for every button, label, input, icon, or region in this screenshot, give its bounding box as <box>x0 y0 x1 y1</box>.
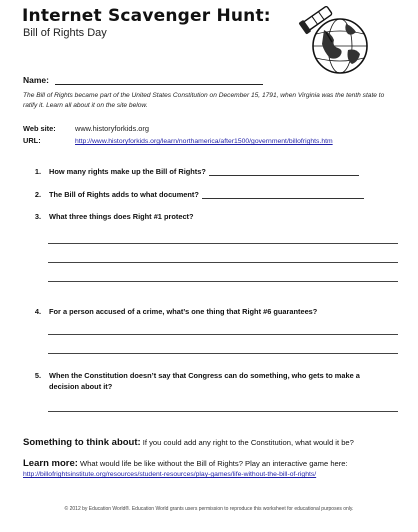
question-2: 2. The Bill of Rights adds to what document? <box>23 190 364 199</box>
name-field[interactable] <box>23 75 263 85</box>
question-5: 5. When the Constitution doesn’t say that Congress can do something, who gets to make a <box>34 371 360 380</box>
think-section <box>23 437 354 448</box>
question-text: decision about it? <box>49 382 113 391</box>
name-line[interactable] <box>55 75 263 85</box>
question-1: 1. How many rights make up the Bill of Rights? <box>23 167 359 176</box>
answer-line[interactable] <box>48 411 398 412</box>
answer-line[interactable] <box>202 190 364 199</box>
copyright-notice: © 2012 by Education World®. Education World grants users permission to reproduce this worksheet for educational purposes only. <box>64 506 354 512</box>
name-label: Name: <box>23 75 49 85</box>
intro-paragraph: The Bill of Rights became part of the United States Constitution on December 15, 1791, when Virginia was the tenth state to ratify it. Learn all about it on the site below. <box>23 92 385 109</box>
page-title: Internet Scavenger Hunt: <box>22 6 271 26</box>
think-text: If you could add any right to the Constitution, what would it be? <box>140 438 354 447</box>
question-5-continued <box>49 382 112 391</box>
url-row <box>23 136 333 145</box>
answer-line[interactable] <box>48 243 398 244</box>
website-value: www.historyforkids.org <box>75 124 149 133</box>
question-text: How many rights make up the Bill of Rights? <box>49 167 206 176</box>
globe-telescope-icon <box>296 2 376 76</box>
page-subtitle: Bill of Rights Day <box>23 27 107 39</box>
think-heading: Something to think about: <box>23 437 141 448</box>
question-text: What three things does Right #1 protect? <box>49 212 194 221</box>
answer-line[interactable] <box>209 167 359 176</box>
learn-more-text: What would life be like without the Bill of Rights? Play an interactive game here: <box>77 459 348 468</box>
learn-more-section <box>23 458 348 469</box>
question-4: 4. For a person accused of a crime, what’s one thing that Right #6 guarantees? <box>34 307 318 316</box>
website-label: Web site: <box>23 124 56 133</box>
question-text: For a person accused of a crime, what’s one thing that Right #6 guarantees? <box>49 307 318 316</box>
answer-line[interactable] <box>48 353 398 354</box>
answer-line[interactable] <box>48 281 398 282</box>
learn-more-link[interactable]: http://billofrightsinstitute.org/resources/student-resources/play-games/life-without-the-bill-of-rights/ <box>23 471 317 478</box>
learn-more-heading: Learn more: <box>23 458 78 469</box>
website-row <box>23 124 149 133</box>
url-link[interactable]: http://www.historyforkids.org/learn/northamerica/after1500/government/billofrights.htm <box>75 138 333 145</box>
question-text: The Bill of Rights adds to what document? <box>49 190 199 199</box>
answer-line[interactable] <box>48 334 398 335</box>
question-3: 3. What three things does Right #1 protect? <box>34 212 194 221</box>
url-label: URL: <box>23 136 41 145</box>
question-text: When the Constitution doesn’t say that Congress can do something, who gets to make a <box>49 371 360 380</box>
answer-line[interactable] <box>48 262 398 263</box>
